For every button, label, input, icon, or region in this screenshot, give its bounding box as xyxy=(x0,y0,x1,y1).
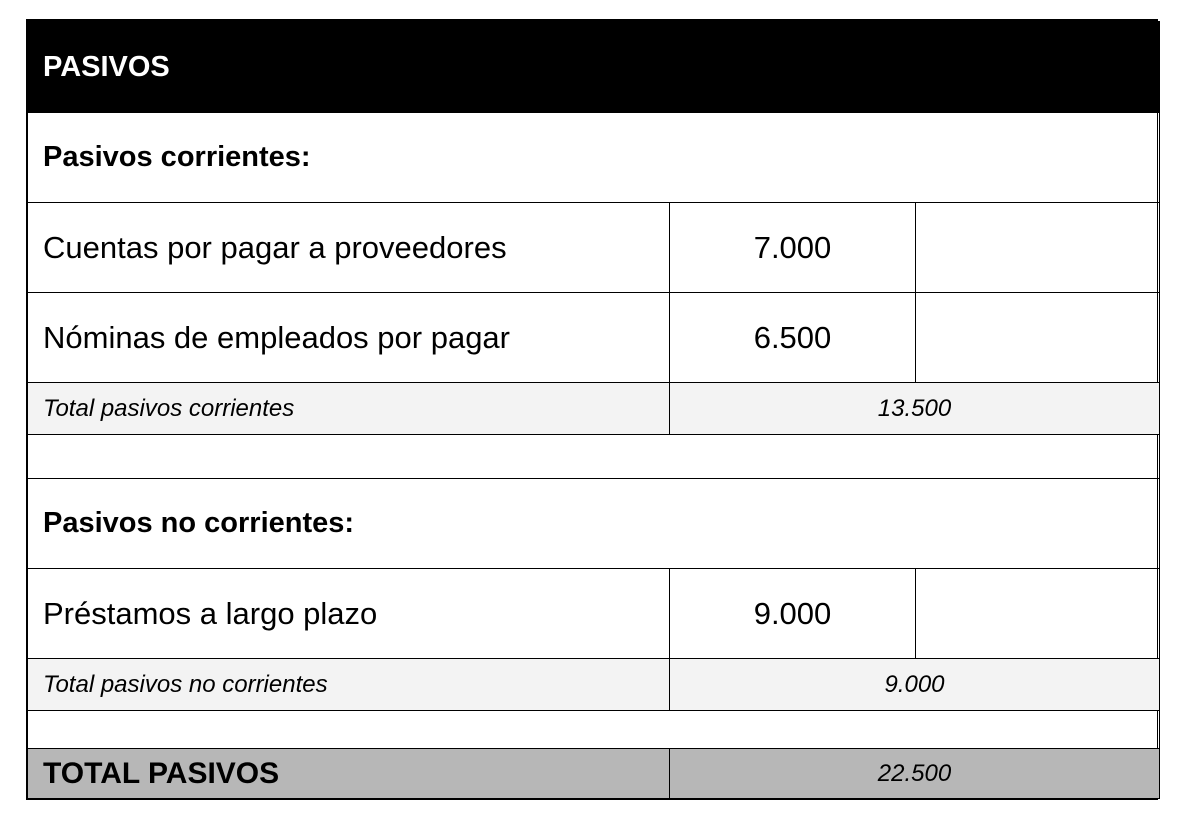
empty-cell xyxy=(916,569,1160,659)
subtotal-row-noncurrent xyxy=(28,659,1160,711)
section-heading-noncurrent: Pasivos no corrientes: xyxy=(28,479,1160,569)
table-row xyxy=(28,569,1160,659)
table-row xyxy=(28,203,1160,293)
section-row-noncurrent xyxy=(28,479,1160,569)
spacer-row xyxy=(28,435,1160,479)
item-label: Cuentas por pagar a proveedores xyxy=(28,203,670,293)
table-header-row xyxy=(28,22,1160,113)
liabilities-table xyxy=(27,21,1160,799)
empty-cell xyxy=(28,435,1160,479)
subtotal-value-current: 13.500 xyxy=(670,383,1160,435)
empty-cell xyxy=(916,293,1160,383)
empty-cell xyxy=(916,203,1160,293)
liabilities-table-container xyxy=(26,19,1158,800)
grand-total-row xyxy=(28,749,1160,799)
spacer-row xyxy=(28,711,1160,749)
subtotal-label-current: Total pasivos corrientes xyxy=(28,383,670,435)
section-row-current xyxy=(28,113,1160,203)
subtotal-value-noncurrent: 9.000 xyxy=(670,659,1160,711)
item-value: 6.500 xyxy=(670,293,916,383)
table-title: PASIVOS xyxy=(28,22,1160,113)
subtotal-row-current xyxy=(28,383,1160,435)
empty-cell xyxy=(28,711,1160,749)
item-value: 7.000 xyxy=(670,203,916,293)
section-heading-current: Pasivos corrientes: xyxy=(28,113,1160,203)
subtotal-label-noncurrent: Total pasivos no corrientes xyxy=(28,659,670,711)
table-row xyxy=(28,293,1160,383)
grand-total-label: TOTAL PASIVOS xyxy=(28,749,670,799)
item-value: 9.000 xyxy=(670,569,916,659)
item-label: Nóminas de empleados por pagar xyxy=(28,293,670,383)
item-label: Préstamos a largo plazo xyxy=(28,569,670,659)
grand-total-value: 22.500 xyxy=(670,749,1160,799)
